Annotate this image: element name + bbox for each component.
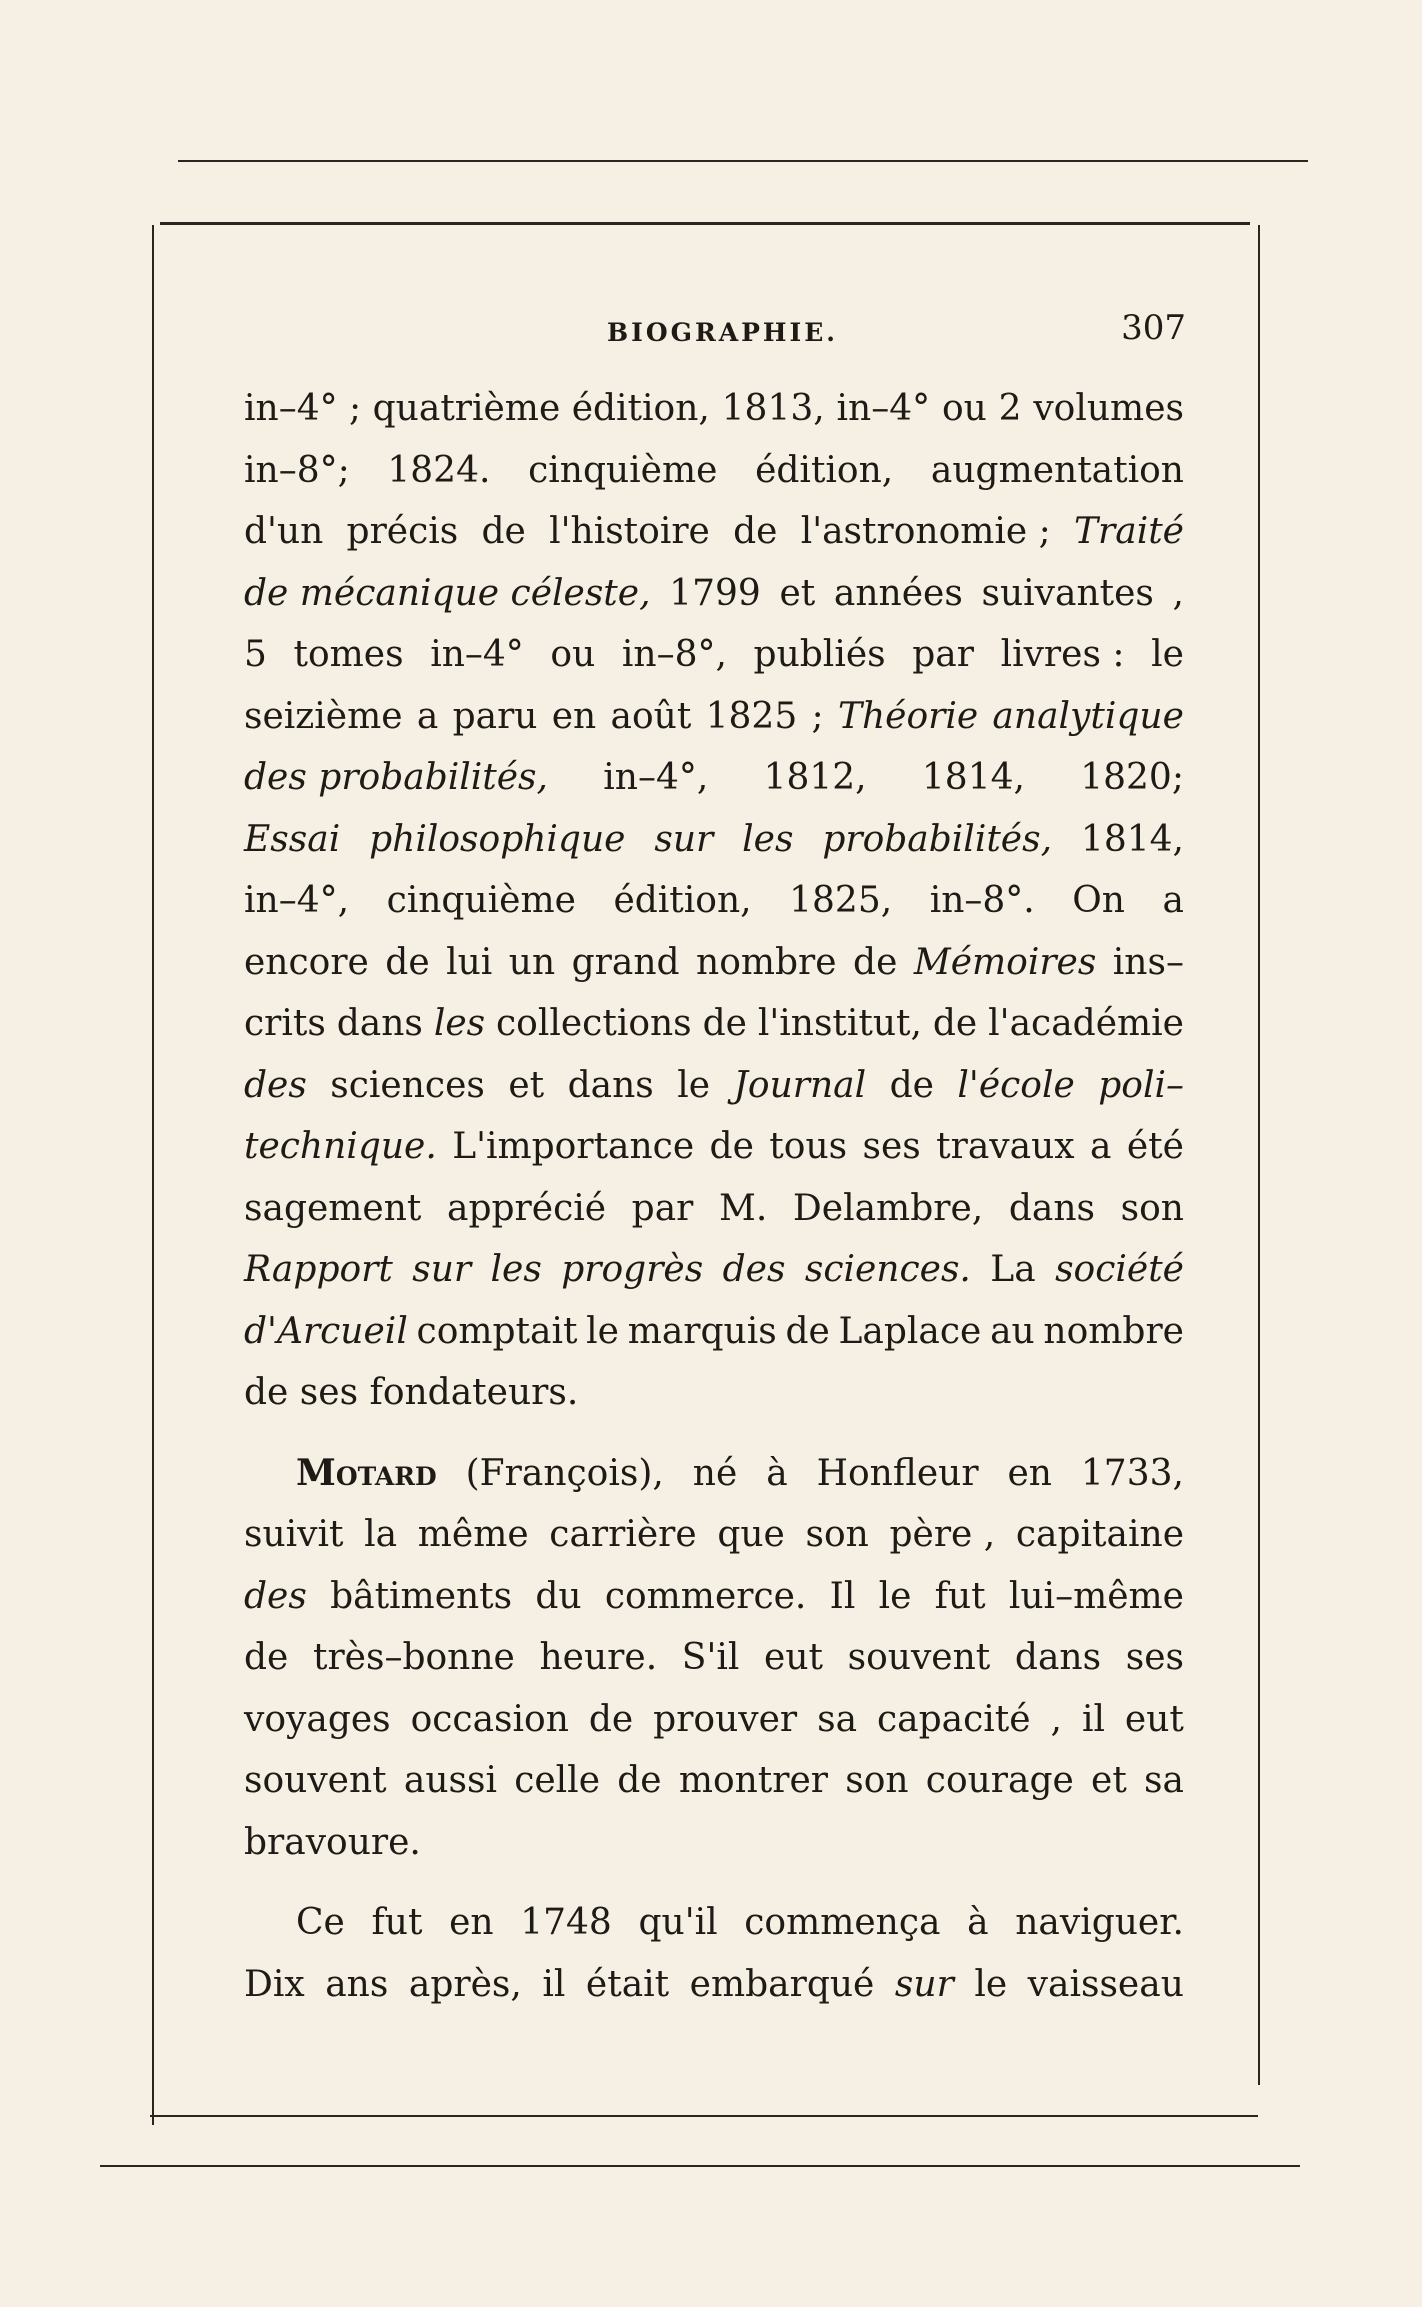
word: montrer xyxy=(678,1760,828,1801)
word: L'importance xyxy=(452,1126,695,1167)
word: édition, xyxy=(613,880,752,921)
word: La xyxy=(990,1249,1036,1290)
word: in–4° xyxy=(430,634,524,675)
word: fut xyxy=(934,1575,986,1617)
word: sur xyxy=(412,1249,472,1290)
word: d'Arcueil xyxy=(244,1310,408,1352)
word: de xyxy=(702,1003,747,1044)
bottom-rule-outer xyxy=(100,2165,1300,2167)
word: crits xyxy=(244,1003,326,1044)
text-line xyxy=(244,1627,1184,1689)
text-line xyxy=(244,1116,1184,1178)
word: Delambre, xyxy=(792,1187,984,1229)
word: de xyxy=(733,511,778,552)
word: travaux xyxy=(936,1126,1075,1167)
word: suivit xyxy=(244,1514,344,1555)
word: bâtiments xyxy=(330,1575,513,1617)
word: le xyxy=(586,1310,619,1352)
word: les xyxy=(490,1249,542,1290)
word: août xyxy=(610,695,692,737)
word: cinquième xyxy=(528,449,718,491)
word: l'institut, xyxy=(757,1003,922,1044)
word: courage xyxy=(925,1760,1074,1801)
word: in–4° xyxy=(836,388,931,429)
word: l'académie xyxy=(988,1003,1184,1044)
word: progrès xyxy=(561,1249,704,1290)
text-line xyxy=(244,624,1184,686)
word: grand xyxy=(571,941,680,983)
word: sagement xyxy=(244,1187,422,1229)
word: bravoure. xyxy=(244,1821,421,1863)
word: les xyxy=(433,1003,486,1044)
word: eut xyxy=(764,1637,823,1678)
word: dans xyxy=(1008,1187,1095,1229)
word: a xyxy=(416,695,439,737)
word: dans xyxy=(567,1064,654,1106)
word: fut xyxy=(371,1902,423,1943)
text-line xyxy=(244,932,1184,994)
word: (François), xyxy=(465,1452,664,1494)
word: société xyxy=(1055,1249,1184,1290)
word: ses xyxy=(862,1126,921,1167)
word: de mécanique céleste, xyxy=(244,572,651,614)
word: 1825 xyxy=(705,695,798,737)
word: tomes xyxy=(293,634,404,675)
text-line xyxy=(244,870,1184,932)
word: les xyxy=(742,818,794,860)
word: des xyxy=(722,1249,786,1290)
text-line xyxy=(244,1055,1184,1117)
word: le xyxy=(878,1575,912,1617)
word: Traité xyxy=(1074,511,1184,552)
word: naviguer. xyxy=(1015,1902,1184,1943)
paragraph xyxy=(244,1443,1184,1874)
bottom-rule-inner xyxy=(150,2115,1258,2117)
word: probabilités, xyxy=(822,818,1053,860)
word: embarqué xyxy=(689,1963,875,2005)
text-line xyxy=(244,993,1184,1055)
word: qu'il xyxy=(638,1902,718,1943)
word: augmentation xyxy=(930,449,1184,491)
word: de xyxy=(853,941,898,983)
word: seizième xyxy=(244,695,403,737)
body-text xyxy=(244,378,1184,2015)
person-name: Motard xyxy=(296,1451,437,1494)
word: 1799 xyxy=(669,572,761,614)
word: , xyxy=(1172,572,1184,614)
paragraph-gap xyxy=(244,1873,1184,1892)
word: le xyxy=(974,1963,1008,2005)
text-line xyxy=(244,686,1184,748)
word: 1814, xyxy=(921,757,1025,798)
word: Ce xyxy=(296,1902,345,1943)
word: 1825, xyxy=(789,880,893,921)
text-line xyxy=(244,1892,1184,1954)
word: 1733, xyxy=(1080,1452,1184,1494)
word: cinquième xyxy=(386,880,576,921)
word: commença xyxy=(744,1902,941,1943)
word: 1812, xyxy=(763,757,867,798)
word: nombre xyxy=(696,941,837,983)
word: 2 xyxy=(998,388,1022,429)
word: Laplace xyxy=(838,1310,982,1352)
word: eut xyxy=(1124,1698,1184,1740)
word: et xyxy=(1091,1760,1127,1801)
top-rule-inner xyxy=(160,222,1250,225)
text-line xyxy=(244,1812,1184,1874)
word: in–8°, xyxy=(621,634,727,675)
word: a xyxy=(1089,1126,1112,1167)
word: livres : xyxy=(1000,634,1125,675)
word: édition, xyxy=(755,449,894,491)
word: volumes xyxy=(1033,388,1184,429)
text-line xyxy=(244,747,1184,809)
word: que xyxy=(717,1514,785,1555)
word: in–8°. xyxy=(929,880,1035,921)
word: M. xyxy=(718,1187,768,1229)
word: à xyxy=(967,1902,989,1943)
word: était xyxy=(585,1963,670,2005)
word: par xyxy=(631,1187,694,1229)
word: de ses fondateurs. xyxy=(244,1372,579,1413)
word: in–4° ; quatrième édition, xyxy=(244,388,710,429)
word: in–4°, xyxy=(244,880,350,921)
word: capacité xyxy=(876,1698,1031,1740)
word: tous xyxy=(769,1126,848,1167)
word: de xyxy=(785,1310,830,1352)
word: son xyxy=(845,1760,909,1801)
word: sa xyxy=(1144,1760,1184,1801)
word: poli– xyxy=(1098,1064,1184,1106)
word: marquis xyxy=(627,1310,777,1352)
word: 1820; xyxy=(1080,757,1184,798)
word: voyages xyxy=(244,1698,391,1740)
top-rule-outer xyxy=(178,160,1308,162)
word: Mémoires xyxy=(913,941,1097,983)
word: en xyxy=(551,695,597,737)
word: a xyxy=(1162,880,1184,921)
text-line xyxy=(244,1443,1184,1505)
text-line xyxy=(244,1239,1184,1301)
word: père , xyxy=(889,1514,996,1555)
word: des xyxy=(244,1064,307,1106)
word: dans xyxy=(1014,1637,1102,1678)
word: in–8°; xyxy=(244,449,350,491)
word: de xyxy=(385,941,430,983)
text-line xyxy=(244,1750,1184,1812)
text-line xyxy=(244,440,1184,502)
word: précis xyxy=(346,511,459,552)
word: technique. xyxy=(244,1126,437,1167)
word: capitaine xyxy=(1015,1514,1184,1555)
running-head: BIOGRAPHIE. xyxy=(607,318,838,347)
word: de xyxy=(244,1637,289,1678)
word: Dix xyxy=(244,1963,305,2005)
left-frame-line xyxy=(152,225,154,2125)
word: de xyxy=(709,1126,754,1167)
paragraph-gap xyxy=(244,1424,1184,1443)
word: la xyxy=(364,1514,398,1555)
word: lui–même xyxy=(1008,1575,1184,1617)
word: carrière xyxy=(549,1514,697,1555)
word: années xyxy=(833,572,963,614)
word: paru xyxy=(452,695,538,737)
text-line xyxy=(244,1178,1184,1240)
word: le xyxy=(677,1064,711,1106)
word: analytique xyxy=(992,695,1184,737)
text-line xyxy=(244,378,1184,440)
word: occasion xyxy=(410,1698,569,1740)
word: publiés xyxy=(753,634,886,675)
word: à xyxy=(766,1452,788,1494)
word: des xyxy=(244,1575,307,1617)
word: souvent xyxy=(847,1637,991,1678)
word: d'un xyxy=(244,511,324,552)
word: philosophique xyxy=(369,818,626,860)
word: Il xyxy=(829,1575,856,1617)
word: 1814, xyxy=(1080,818,1184,860)
word: en xyxy=(449,1902,494,1943)
word: Théorie xyxy=(837,695,979,737)
word: collections xyxy=(496,1003,692,1044)
word: du xyxy=(535,1575,582,1617)
text-line xyxy=(244,1504,1184,1566)
word: lui xyxy=(446,941,493,983)
word: après, xyxy=(408,1963,522,2005)
word: Rapport xyxy=(244,1249,393,1290)
word: très–bonne xyxy=(313,1637,515,1678)
word: heure. xyxy=(539,1637,658,1678)
word: né xyxy=(692,1452,738,1494)
word: l'astronomie ; xyxy=(800,511,1051,552)
word: encore xyxy=(244,941,369,983)
word: vaisseau xyxy=(1027,1963,1184,2005)
page-header xyxy=(240,302,1186,352)
word: dans xyxy=(336,1003,423,1044)
word: de xyxy=(889,1064,934,1106)
word: nombre xyxy=(1043,1310,1184,1352)
text-line xyxy=(244,1362,1184,1424)
word: de xyxy=(481,511,526,552)
text-line xyxy=(244,1954,1184,2016)
word: apprécié xyxy=(447,1187,607,1229)
word: de xyxy=(617,1760,662,1801)
text-line xyxy=(244,563,1184,625)
word: le xyxy=(1151,634,1184,675)
word: son xyxy=(805,1514,869,1555)
word: par xyxy=(912,634,974,675)
text-line xyxy=(244,1689,1184,1751)
word: de xyxy=(932,1003,978,1044)
word: il xyxy=(1081,1698,1105,1740)
word: sciences xyxy=(330,1064,485,1106)
word: et xyxy=(508,1064,545,1106)
word: in–4°, xyxy=(603,757,709,798)
word: ; xyxy=(811,695,824,737)
text-line xyxy=(244,501,1184,563)
word: ou xyxy=(550,634,596,675)
word: aussi xyxy=(403,1760,497,1801)
word: son xyxy=(1120,1187,1184,1229)
word: celle xyxy=(514,1760,601,1801)
word: au xyxy=(990,1310,1035,1352)
word: même xyxy=(417,1514,529,1555)
word: sciences. xyxy=(804,1249,971,1290)
word: comptait xyxy=(416,1310,578,1352)
word: de xyxy=(588,1698,634,1740)
paragraph xyxy=(244,378,1184,1424)
word: été xyxy=(1126,1126,1184,1167)
word: sur xyxy=(894,1963,954,2005)
word: ins– xyxy=(1112,941,1184,983)
word: ses xyxy=(1125,1637,1184,1678)
word: il xyxy=(542,1963,566,2005)
word: l'école xyxy=(957,1064,1075,1106)
word: , xyxy=(1050,1698,1062,1740)
word: Essai xyxy=(244,818,341,860)
word: ou xyxy=(941,388,987,429)
word: souvent xyxy=(244,1760,387,1801)
word: en xyxy=(1007,1452,1052,1494)
paragraph xyxy=(244,1892,1184,2015)
text-line xyxy=(244,1301,1184,1363)
right-frame-line xyxy=(1258,225,1260,2085)
word: prouver xyxy=(653,1698,798,1740)
word: 5 xyxy=(244,634,267,675)
word: Journal xyxy=(733,1064,867,1106)
word: un xyxy=(508,941,556,983)
word: On xyxy=(1072,880,1125,921)
text-line xyxy=(244,1566,1184,1628)
word: ans xyxy=(325,1963,389,2005)
word: Honfleur xyxy=(816,1452,979,1494)
page-number: 307 xyxy=(1121,308,1186,348)
word: suivantes xyxy=(981,572,1154,614)
word: sur xyxy=(654,818,714,860)
word: l'histoire xyxy=(549,511,710,552)
word: sa xyxy=(817,1698,858,1740)
word: 1813, xyxy=(721,388,825,429)
word: 1748 xyxy=(520,1902,612,1943)
word: et xyxy=(779,572,816,614)
word: S'il xyxy=(681,1637,740,1678)
text-line xyxy=(244,809,1184,871)
word: des probabilités, xyxy=(244,757,548,798)
word: 1824. xyxy=(387,449,491,491)
word: commerce. xyxy=(604,1575,807,1617)
